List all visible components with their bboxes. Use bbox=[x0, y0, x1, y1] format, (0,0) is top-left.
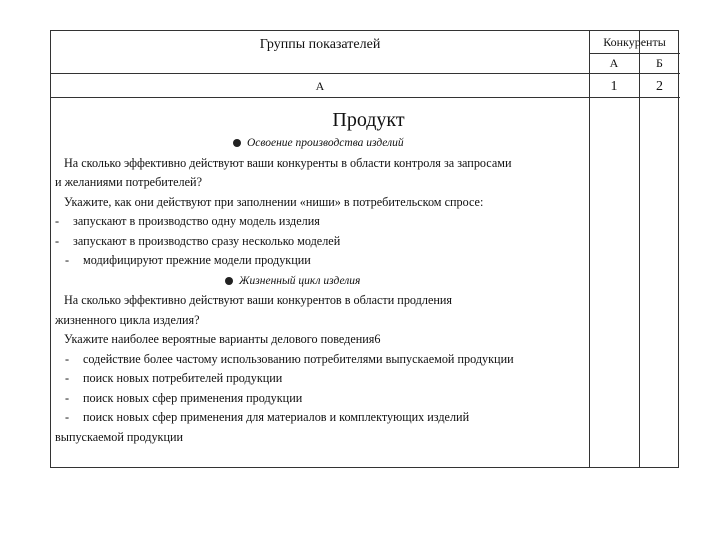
list-item bbox=[55, 251, 587, 271]
section2-question2: Укажите наиболее вероятные варианты делового поведения6 bbox=[64, 332, 381, 346]
competitor-a-header: А bbox=[609, 56, 619, 70]
section1-question1-line1: На сколько эффективно действуют ваши конкуренты в области контроля за запросами bbox=[64, 155, 512, 170]
list-item-text: поиск новых потребителей продукции bbox=[83, 371, 283, 385]
list-item-text: содействие более частому использованию потребителями выпускаемой продукции bbox=[83, 351, 514, 366]
groups-header: Группы показателей bbox=[259, 37, 381, 52]
list-item bbox=[55, 369, 587, 389]
section2-question1-line2: жизненного цикла изделия? bbox=[55, 312, 200, 327]
list-item bbox=[55, 212, 587, 232]
section1-heading: Освоение производства изделий bbox=[247, 137, 404, 149]
number-2: 2 bbox=[656, 79, 663, 94]
dash-mark: - bbox=[55, 233, 60, 248]
list-item-text: запускают в производство сразу несколько моделей bbox=[73, 233, 341, 248]
section2-heading: Жизненный цикл изделия bbox=[239, 274, 361, 287]
content-area bbox=[55, 107, 587, 447]
section1-heading-row bbox=[55, 133, 587, 154]
number-1: 1 bbox=[610, 79, 618, 94]
table-frame bbox=[50, 30, 679, 468]
bullet-icon bbox=[225, 277, 233, 285]
list-item-text: запускают в производство одну модель изделия bbox=[73, 214, 320, 228]
row-divider-letters bbox=[589, 73, 680, 74]
section2-heading-row bbox=[55, 271, 587, 292]
section1-question2: Укажите, как они действуют при заполнении «ниши» в потребительском спросе: bbox=[64, 194, 484, 209]
section1-question1-line2: и желаниями потребителей? bbox=[55, 175, 202, 189]
dash-mark: - bbox=[55, 214, 60, 228]
row-divider-groups bbox=[51, 73, 589, 74]
section2-question1-line1: На сколько эффективно действуют ваши конкурентов в области продления bbox=[64, 293, 453, 307]
competitor-b-header: Б bbox=[656, 56, 663, 70]
competitors-header: Конкуренты bbox=[603, 35, 666, 49]
dash-mark: - bbox=[65, 390, 70, 405]
row-divider-competitors bbox=[589, 53, 680, 54]
list-item bbox=[55, 350, 587, 370]
list-item bbox=[55, 232, 587, 252]
bullet-icon bbox=[233, 139, 241, 147]
product-title: Продукт bbox=[332, 109, 405, 131]
list-item-text: модифицируют прежние модели продукции bbox=[83, 253, 311, 267]
section2-last-line: выпускаемой продукции bbox=[55, 429, 184, 444]
dash-mark: - bbox=[65, 410, 70, 424]
row-divider-numbers bbox=[51, 97, 680, 98]
list-item-text: поиск новых сфер применения продукции bbox=[83, 390, 303, 405]
dash-mark: - bbox=[65, 253, 70, 267]
list-item bbox=[55, 408, 587, 428]
list-item-text: поиск новых сфер применения для материалов и комплектующих изделий bbox=[83, 410, 470, 424]
list-item bbox=[55, 389, 587, 409]
row-a-label: А bbox=[315, 79, 325, 93]
dash-mark: - bbox=[65, 371, 70, 385]
dash-mark: - bbox=[65, 351, 70, 366]
